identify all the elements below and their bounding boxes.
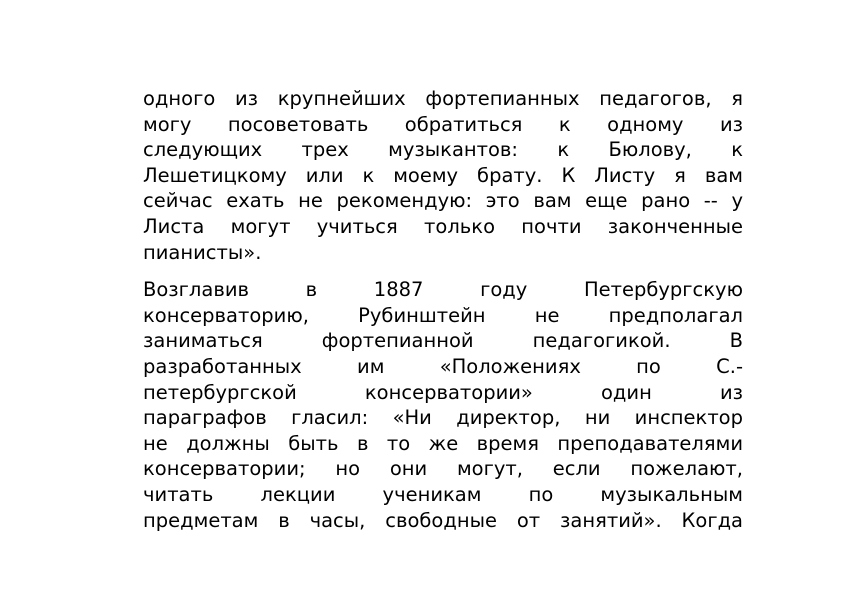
text-line: параграфов гласил: «Ни директор, ни инспектор [143, 406, 743, 430]
text-line: консерваторию, Рубинштейн не предполагал [143, 303, 743, 327]
text-line: разработанных им «Положениях по С.- [143, 354, 743, 378]
text-line: могу посоветовать обратиться к одному из [143, 112, 743, 136]
body-text [143, 86, 743, 533]
paragraph-2 [143, 277, 743, 533]
text-line: Листа могут учиться только почти законченные [143, 214, 743, 238]
text-line: Возглавив в 1887 году Петербургскую [143, 278, 743, 302]
text-line: пианисты». [143, 240, 262, 264]
text-line: следующих трех музыкантов: к Бюлову, к [143, 138, 743, 162]
text-line: читать лекции ученикам по музыкальным [143, 482, 743, 506]
text-line: не должны быть в то же время преподавателями [143, 431, 743, 455]
paragraph-1 [143, 86, 743, 265]
text-line: консерватории; но они могут, если пожелают, [143, 457, 743, 481]
text-line: петербургской консерватории» один из [143, 380, 743, 404]
text-line: сейчас ехать не рекомендую: это вам еще рано -- у [143, 189, 743, 213]
text-line: предметам в часы, свободные от занятий». Когда [143, 508, 743, 532]
text-line: одного из крупнейших фортепианных педагогов, я [143, 87, 743, 110]
text-line: Лешетицкому или к моему брату. К Листу я вам [143, 163, 743, 187]
text-line: заниматься фортепианной педагогикой. В [143, 329, 743, 353]
